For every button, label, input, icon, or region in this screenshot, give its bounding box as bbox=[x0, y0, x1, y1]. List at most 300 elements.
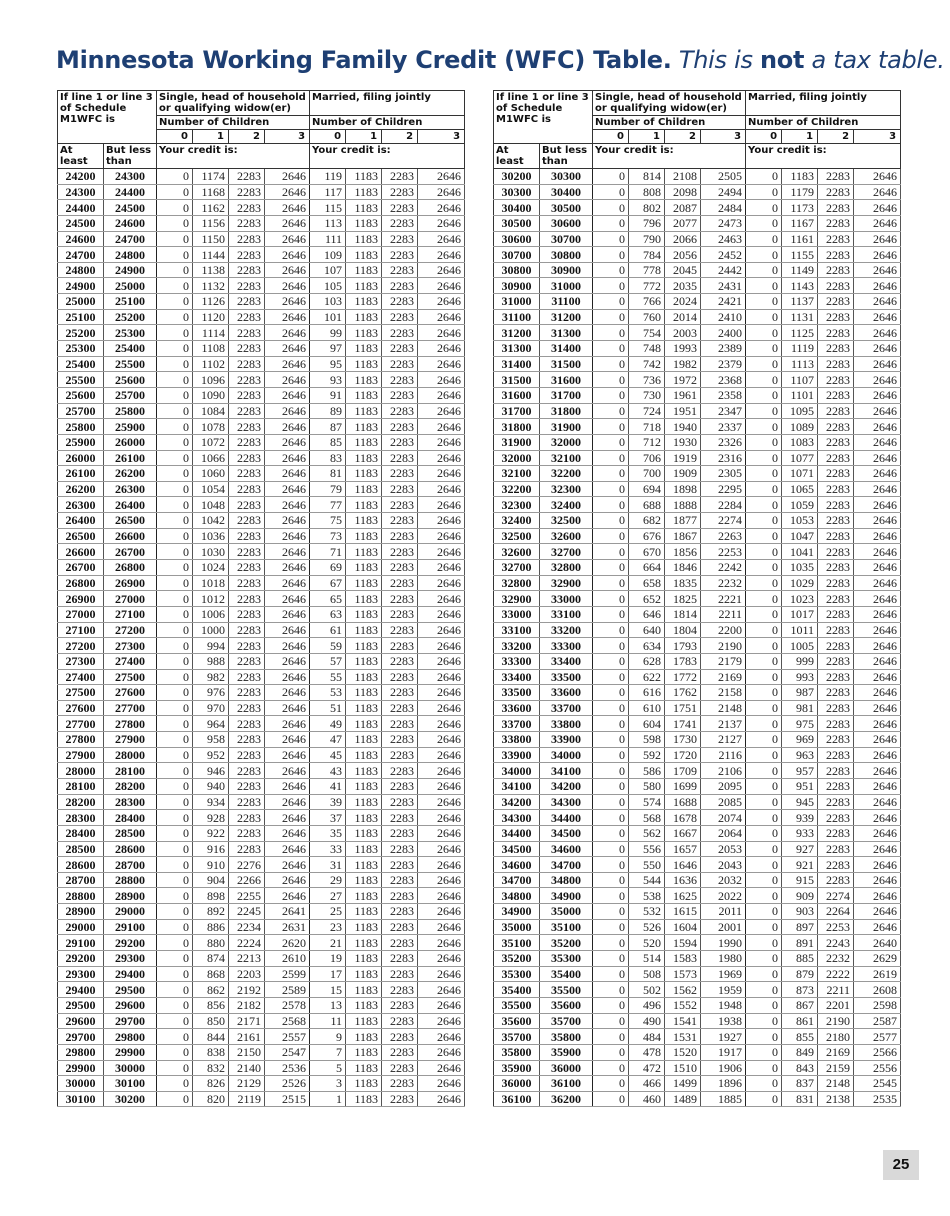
credit-cell: 97 bbox=[310, 341, 346, 357]
credit-cell: 2283 bbox=[382, 481, 418, 497]
credit-cell: 2283 bbox=[818, 716, 854, 732]
credit-cell: 73 bbox=[310, 528, 346, 544]
but-less-than-cell: 26100 bbox=[104, 450, 157, 466]
credit-cell: 2283 bbox=[382, 966, 418, 982]
credit-cell: 2646 bbox=[854, 575, 901, 591]
credit-cell: 67 bbox=[310, 575, 346, 591]
credit-cell: 2283 bbox=[818, 372, 854, 388]
at-least-cell: 30800 bbox=[494, 262, 540, 278]
table-row bbox=[494, 685, 901, 701]
credit-cell: 2646 bbox=[418, 997, 465, 1013]
credit-cell: 0 bbox=[746, 1029, 782, 1045]
credit-cell: 2526 bbox=[265, 1076, 310, 1092]
credit-cell: 2283 bbox=[229, 732, 265, 748]
credit-cell: 682 bbox=[629, 513, 665, 529]
credit-cell: 2283 bbox=[229, 372, 265, 388]
but-less-than-cell: 35700 bbox=[540, 1013, 593, 1029]
credit-cell: 2358 bbox=[701, 387, 746, 403]
credit-cell: 2224 bbox=[229, 935, 265, 951]
table-row bbox=[494, 356, 901, 372]
credit-cell: 0 bbox=[746, 200, 782, 216]
at-least-cell: 24500 bbox=[58, 215, 104, 231]
credit-cell: 0 bbox=[593, 481, 629, 497]
credit-cell: 0 bbox=[157, 247, 193, 263]
credit-cell: 2646 bbox=[265, 215, 310, 231]
credit-cell: 1155 bbox=[782, 247, 818, 263]
credit-cell: 2646 bbox=[854, 231, 901, 247]
credit-cell: 2295 bbox=[701, 481, 746, 497]
credit-cell: 2646 bbox=[265, 653, 310, 669]
but-less-than-cell: 32900 bbox=[540, 575, 593, 591]
table-row bbox=[494, 951, 901, 967]
credit-cell: 0 bbox=[593, 200, 629, 216]
credit-cell: 2646 bbox=[418, 888, 465, 904]
credit-cell: 0 bbox=[746, 497, 782, 513]
credit-cell: 0 bbox=[157, 1013, 193, 1029]
but-less-than-cell: 31600 bbox=[540, 372, 593, 388]
credit-cell: 2283 bbox=[382, 450, 418, 466]
credit-cell: 2283 bbox=[229, 231, 265, 247]
credit-cell: 1053 bbox=[782, 513, 818, 529]
credit-cell: 2556 bbox=[854, 1060, 901, 1076]
credit-cell: 730 bbox=[629, 387, 665, 403]
but-less-than-cell: 34600 bbox=[540, 841, 593, 857]
table-row bbox=[58, 606, 465, 622]
credit-cell: 2646 bbox=[418, 513, 465, 529]
credit-cell: 2646 bbox=[265, 481, 310, 497]
at-least-cell: 26900 bbox=[58, 591, 104, 607]
credit-cell: 2283 bbox=[818, 309, 854, 325]
credit-cell: 2646 bbox=[418, 778, 465, 794]
credit-cell: 826 bbox=[193, 1076, 229, 1092]
but-less-than-cell: 27600 bbox=[104, 685, 157, 701]
credit-cell: 2646 bbox=[265, 309, 310, 325]
single-credit-header: Your credit is: bbox=[157, 144, 310, 169]
credit-cell: 1183 bbox=[346, 778, 382, 794]
children-1-header: 1 bbox=[629, 130, 665, 144]
credit-cell: 2190 bbox=[701, 638, 746, 654]
but-less-than-cell: 28300 bbox=[104, 794, 157, 810]
but-less-than-cell: 30200 bbox=[104, 1091, 157, 1107]
table-row bbox=[58, 215, 465, 231]
credit-cell: 0 bbox=[746, 278, 782, 294]
credit-cell: 2646 bbox=[265, 591, 310, 607]
but-less-than-cell: 30300 bbox=[540, 169, 593, 185]
credit-cell: 2646 bbox=[854, 669, 901, 685]
credit-cell: 2283 bbox=[818, 341, 854, 357]
credit-cell: 2283 bbox=[818, 262, 854, 278]
but-less-than-cell: 32300 bbox=[540, 481, 593, 497]
table-row bbox=[58, 982, 465, 998]
credit-cell: 1078 bbox=[193, 419, 229, 435]
credit-cell: 2646 bbox=[418, 653, 465, 669]
credit-cell: 2646 bbox=[418, 747, 465, 763]
credit-cell: 2641 bbox=[265, 904, 310, 920]
but-less-than-cell: 31100 bbox=[540, 294, 593, 310]
credit-cell: 1183 bbox=[346, 466, 382, 482]
at-least-cell: 32100 bbox=[494, 466, 540, 482]
credit-cell: 628 bbox=[629, 653, 665, 669]
credit-cell: 2283 bbox=[382, 372, 418, 388]
credit-cell: 2646 bbox=[854, 262, 901, 278]
credit-cell: 1183 bbox=[346, 700, 382, 716]
table-row bbox=[58, 857, 465, 873]
credit-cell: 2646 bbox=[265, 732, 310, 748]
but-less-than-cell: 25400 bbox=[104, 341, 157, 357]
credit-cell: 1961 bbox=[665, 387, 701, 403]
credit-cell: 1183 bbox=[346, 951, 382, 967]
at-least-cell: 34000 bbox=[494, 763, 540, 779]
credit-cell: 2431 bbox=[701, 278, 746, 294]
credit-cell: 2283 bbox=[382, 716, 418, 732]
credit-cell: 1077 bbox=[782, 450, 818, 466]
credit-cell: 2283 bbox=[818, 481, 854, 497]
credit-cell: 0 bbox=[593, 278, 629, 294]
credit-cell: 970 bbox=[193, 700, 229, 716]
credit-cell: 2283 bbox=[382, 560, 418, 576]
credit-cell: 940 bbox=[193, 778, 229, 794]
credit-cell: 1183 bbox=[346, 982, 382, 998]
credit-cell: 1972 bbox=[665, 372, 701, 388]
credit-cell: 1980 bbox=[701, 951, 746, 967]
credit-cell: 1783 bbox=[665, 653, 701, 669]
credit-cell: 2283 bbox=[818, 685, 854, 701]
at-least-header: At least bbox=[494, 144, 540, 169]
single-filer-header: Single, head of household or qualifying widow(er) bbox=[593, 91, 746, 116]
but-less-than-cell: 26000 bbox=[104, 434, 157, 450]
at-least-cell: 34900 bbox=[494, 904, 540, 920]
table-row bbox=[58, 528, 465, 544]
credit-cell: 0 bbox=[593, 700, 629, 716]
credit-cell: 1162 bbox=[193, 200, 229, 216]
credit-cell: 0 bbox=[157, 919, 193, 935]
at-least-cell: 30000 bbox=[58, 1076, 104, 1092]
credit-cell: 532 bbox=[629, 904, 665, 920]
credit-cell: 988 bbox=[193, 653, 229, 669]
credit-cell: 2646 bbox=[418, 732, 465, 748]
but-less-than-cell: 34700 bbox=[540, 857, 593, 873]
but-less-than-cell: 34400 bbox=[540, 810, 593, 826]
credit-cell: 0 bbox=[157, 857, 193, 873]
credit-cell: 886 bbox=[193, 919, 229, 935]
credit-cell: 1183 bbox=[346, 481, 382, 497]
credit-cell: 35 bbox=[310, 825, 346, 841]
credit-cell: 23 bbox=[310, 919, 346, 935]
credit-cell: 2032 bbox=[701, 872, 746, 888]
credit-cell: 843 bbox=[782, 1060, 818, 1076]
at-least-cell: 32500 bbox=[494, 528, 540, 544]
but-less-than-cell: 36200 bbox=[540, 1091, 593, 1107]
income-range-header: If line 1 or line 3 of Schedule M1WFC is bbox=[494, 91, 593, 144]
credit-cell: 37 bbox=[310, 810, 346, 826]
at-least-cell: 35600 bbox=[494, 1013, 540, 1029]
credit-cell: 2283 bbox=[229, 841, 265, 857]
credit-cell: 2283 bbox=[382, 935, 418, 951]
credit-cell: 2211 bbox=[701, 606, 746, 622]
credit-cell: 2646 bbox=[418, 403, 465, 419]
table-row bbox=[58, 669, 465, 685]
credit-cell: 2283 bbox=[229, 419, 265, 435]
but-less-than-cell: 27900 bbox=[104, 732, 157, 748]
credit-cell: 2629 bbox=[854, 951, 901, 967]
credit-cell: 2646 bbox=[418, 1044, 465, 1060]
children-1-header: 1 bbox=[193, 130, 229, 144]
at-least-cell: 29400 bbox=[58, 982, 104, 998]
credit-cell: 0 bbox=[157, 544, 193, 560]
at-least-cell: 28100 bbox=[58, 778, 104, 794]
credit-cell: 0 bbox=[746, 763, 782, 779]
credit-cell: 2283 bbox=[818, 622, 854, 638]
table-row bbox=[58, 309, 465, 325]
table-row bbox=[58, 372, 465, 388]
credit-cell: 0 bbox=[746, 387, 782, 403]
credit-cell: 2283 bbox=[382, 575, 418, 591]
table-row bbox=[494, 1091, 901, 1107]
credit-cell: 2283 bbox=[229, 528, 265, 544]
credit-cell: 1510 bbox=[665, 1060, 701, 1076]
credit-cell: 2283 bbox=[229, 450, 265, 466]
credit-cell: 862 bbox=[193, 982, 229, 998]
but-less-than-cell: 33900 bbox=[540, 732, 593, 748]
credit-cell: 2283 bbox=[229, 309, 265, 325]
credit-cell: 2646 bbox=[265, 513, 310, 529]
credit-cell: 2646 bbox=[854, 810, 901, 826]
credit-cell: 1183 bbox=[346, 513, 382, 529]
but-less-than-cell: 32100 bbox=[540, 450, 593, 466]
credit-cell: 99 bbox=[310, 325, 346, 341]
credit-cell: 2274 bbox=[818, 888, 854, 904]
credit-cell: 831 bbox=[782, 1091, 818, 1107]
credit-cell: 79 bbox=[310, 481, 346, 497]
credit-cell: 1846 bbox=[665, 560, 701, 576]
credit-cell: 2283 bbox=[229, 622, 265, 638]
but-less-than-cell: 31500 bbox=[540, 356, 593, 372]
credit-cell: 0 bbox=[593, 403, 629, 419]
credit-cell: 490 bbox=[629, 1013, 665, 1029]
credit-cell: 0 bbox=[746, 450, 782, 466]
credit-cell: 2283 bbox=[229, 653, 265, 669]
credit-cell: 2646 bbox=[418, 982, 465, 998]
credit-cell: 2140 bbox=[229, 1060, 265, 1076]
but-less-than-cell: 27500 bbox=[104, 669, 157, 685]
but-less-than-cell: 28400 bbox=[104, 810, 157, 826]
credit-cell: 119 bbox=[310, 169, 346, 185]
credit-cell: 2515 bbox=[265, 1091, 310, 1107]
at-least-cell: 30100 bbox=[58, 1091, 104, 1107]
credit-cell: 2410 bbox=[701, 309, 746, 325]
credit-cell: 65 bbox=[310, 591, 346, 607]
credit-cell: 1183 bbox=[346, 904, 382, 920]
credit-cell: 1877 bbox=[665, 513, 701, 529]
table-row bbox=[58, 481, 465, 497]
credit-cell: 1131 bbox=[782, 309, 818, 325]
credit-cell: 2283 bbox=[382, 1013, 418, 1029]
credit-cell: 934 bbox=[193, 794, 229, 810]
credit-cell: 0 bbox=[593, 810, 629, 826]
credit-cell: 2421 bbox=[701, 294, 746, 310]
but-less-than-cell: 27800 bbox=[104, 716, 157, 732]
credit-cell: 0 bbox=[593, 951, 629, 967]
credit-cell: 2646 bbox=[265, 544, 310, 560]
credit-cell: 2283 bbox=[818, 528, 854, 544]
table-row bbox=[494, 966, 901, 982]
credit-cell: 2161 bbox=[229, 1029, 265, 1045]
at-least-cell: 35100 bbox=[494, 935, 540, 951]
at-least-cell: 27100 bbox=[58, 622, 104, 638]
credit-cell: 2646 bbox=[265, 387, 310, 403]
but-less-than-cell: 29100 bbox=[104, 919, 157, 935]
credit-cell: 2283 bbox=[382, 231, 418, 247]
credit-cell: 916 bbox=[193, 841, 229, 857]
credit-cell: 0 bbox=[157, 341, 193, 357]
at-least-cell: 30900 bbox=[494, 278, 540, 294]
at-least-cell: 34100 bbox=[494, 778, 540, 794]
credit-cell: 1126 bbox=[193, 294, 229, 310]
credit-cell: 1035 bbox=[782, 560, 818, 576]
but-less-than-cell: 30700 bbox=[540, 231, 593, 247]
credit-cell: 2283 bbox=[382, 841, 418, 857]
at-least-cell: 28900 bbox=[58, 904, 104, 920]
credit-cell: 0 bbox=[593, 919, 629, 935]
table-row bbox=[58, 966, 465, 982]
but-less-than-cell: 24300 bbox=[104, 169, 157, 185]
credit-cell: 0 bbox=[593, 778, 629, 794]
title-main: Minnesota Working Family Credit (WFC) Table. bbox=[56, 46, 672, 74]
table-row bbox=[494, 669, 901, 685]
at-least-cell: 35800 bbox=[494, 1044, 540, 1060]
credit-cell: 2283 bbox=[382, 1029, 418, 1045]
credit-cell: 0 bbox=[157, 387, 193, 403]
at-least-cell: 35400 bbox=[494, 982, 540, 998]
credit-cell: 0 bbox=[157, 763, 193, 779]
table-row bbox=[58, 700, 465, 716]
table-row bbox=[58, 575, 465, 591]
credit-cell: 2283 bbox=[818, 669, 854, 685]
credit-cell: 41 bbox=[310, 778, 346, 794]
table-row bbox=[494, 309, 901, 325]
credit-cell: 1489 bbox=[665, 1091, 701, 1107]
credit-cell: 1167 bbox=[782, 215, 818, 231]
credit-cell: 69 bbox=[310, 560, 346, 576]
credit-cell: 45 bbox=[310, 747, 346, 763]
credit-cell: 2283 bbox=[229, 247, 265, 263]
credit-cell: 2646 bbox=[854, 591, 901, 607]
at-least-cell: 25300 bbox=[58, 341, 104, 357]
credit-cell: 2646 bbox=[418, 794, 465, 810]
credit-cell: 2283 bbox=[229, 466, 265, 482]
at-least-cell: 33100 bbox=[494, 622, 540, 638]
credit-cell: 2234 bbox=[229, 919, 265, 935]
credit-cell: 2283 bbox=[382, 528, 418, 544]
credit-cell: 939 bbox=[782, 810, 818, 826]
credit-cell: 2098 bbox=[665, 184, 701, 200]
but-less-than-cell: 29000 bbox=[104, 904, 157, 920]
but-less-than-cell: 28100 bbox=[104, 763, 157, 779]
but-less-than-cell: 32700 bbox=[540, 544, 593, 560]
credit-cell: 2283 bbox=[382, 544, 418, 560]
credit-cell: 0 bbox=[157, 184, 193, 200]
but-less-than-cell: 26200 bbox=[104, 466, 157, 482]
credit-cell: 2148 bbox=[818, 1076, 854, 1092]
credit-cell: 1583 bbox=[665, 951, 701, 967]
but-less-than-cell: 24900 bbox=[104, 262, 157, 278]
credit-cell: 2283 bbox=[229, 169, 265, 185]
credit-cell: 2646 bbox=[854, 278, 901, 294]
credit-cell: 2536 bbox=[265, 1060, 310, 1076]
credit-cell: 0 bbox=[746, 403, 782, 419]
at-least-cell: 32700 bbox=[494, 560, 540, 576]
credit-cell: 0 bbox=[593, 653, 629, 669]
credit-cell: 808 bbox=[629, 184, 665, 200]
credit-cell: 2646 bbox=[418, 450, 465, 466]
table-row bbox=[58, 810, 465, 826]
credit-cell: 1531 bbox=[665, 1029, 701, 1045]
credit-cell: 2138 bbox=[818, 1091, 854, 1107]
credit-cell: 2646 bbox=[265, 747, 310, 763]
children-0-header: 0 bbox=[310, 130, 346, 144]
credit-cell: 2568 bbox=[265, 1013, 310, 1029]
credit-cell: 2043 bbox=[701, 857, 746, 873]
credit-cell: 0 bbox=[593, 215, 629, 231]
credit-cell: 2283 bbox=[382, 763, 418, 779]
table-row bbox=[58, 638, 465, 654]
credit-cell: 2463 bbox=[701, 231, 746, 247]
table-row bbox=[494, 262, 901, 278]
credit-cell: 2646 bbox=[854, 528, 901, 544]
credit-cell: 17 bbox=[310, 966, 346, 982]
credit-cell: 1183 bbox=[346, 669, 382, 685]
at-least-cell: 25200 bbox=[58, 325, 104, 341]
credit-cell: 2087 bbox=[665, 200, 701, 216]
credit-cell: 2150 bbox=[229, 1044, 265, 1060]
credit-cell: 0 bbox=[157, 685, 193, 701]
but-less-than-cell: 32400 bbox=[540, 497, 593, 513]
credit-table-right bbox=[493, 90, 901, 1107]
credit-cell: 2077 bbox=[665, 215, 701, 231]
credit-cell: 1969 bbox=[701, 966, 746, 982]
credit-cell: 2646 bbox=[418, 669, 465, 685]
at-least-cell: 31500 bbox=[494, 372, 540, 388]
credit-cell: 0 bbox=[746, 810, 782, 826]
table-body bbox=[58, 169, 465, 1107]
credit-cell: 652 bbox=[629, 591, 665, 607]
credit-cell: 748 bbox=[629, 341, 665, 357]
credit-cell: 2192 bbox=[229, 982, 265, 998]
credit-cell: 1090 bbox=[193, 387, 229, 403]
credit-cell: 1012 bbox=[193, 591, 229, 607]
at-least-cell: 33600 bbox=[494, 700, 540, 716]
credit-cell: 2646 bbox=[265, 825, 310, 841]
credit-cell: 0 bbox=[157, 231, 193, 247]
credit-cell: 1959 bbox=[701, 982, 746, 998]
credit-cell: 1938 bbox=[701, 1013, 746, 1029]
at-least-cell: 32300 bbox=[494, 497, 540, 513]
credit-cell: 1990 bbox=[701, 935, 746, 951]
credit-cell: 49 bbox=[310, 716, 346, 732]
credit-cell: 1150 bbox=[193, 231, 229, 247]
credit-cell: 2127 bbox=[701, 732, 746, 748]
credit-cell: 1183 bbox=[346, 997, 382, 1013]
credit-cell: 0 bbox=[593, 872, 629, 888]
credit-cell: 526 bbox=[629, 919, 665, 935]
credit-cell: 2646 bbox=[418, 356, 465, 372]
credit-cell: 2619 bbox=[854, 966, 901, 982]
at-least-cell: 25700 bbox=[58, 403, 104, 419]
table-row bbox=[494, 450, 901, 466]
credit-cell: 1054 bbox=[193, 481, 229, 497]
credit-cell: 1042 bbox=[193, 513, 229, 529]
but-less-than-cell: 34000 bbox=[540, 747, 593, 763]
